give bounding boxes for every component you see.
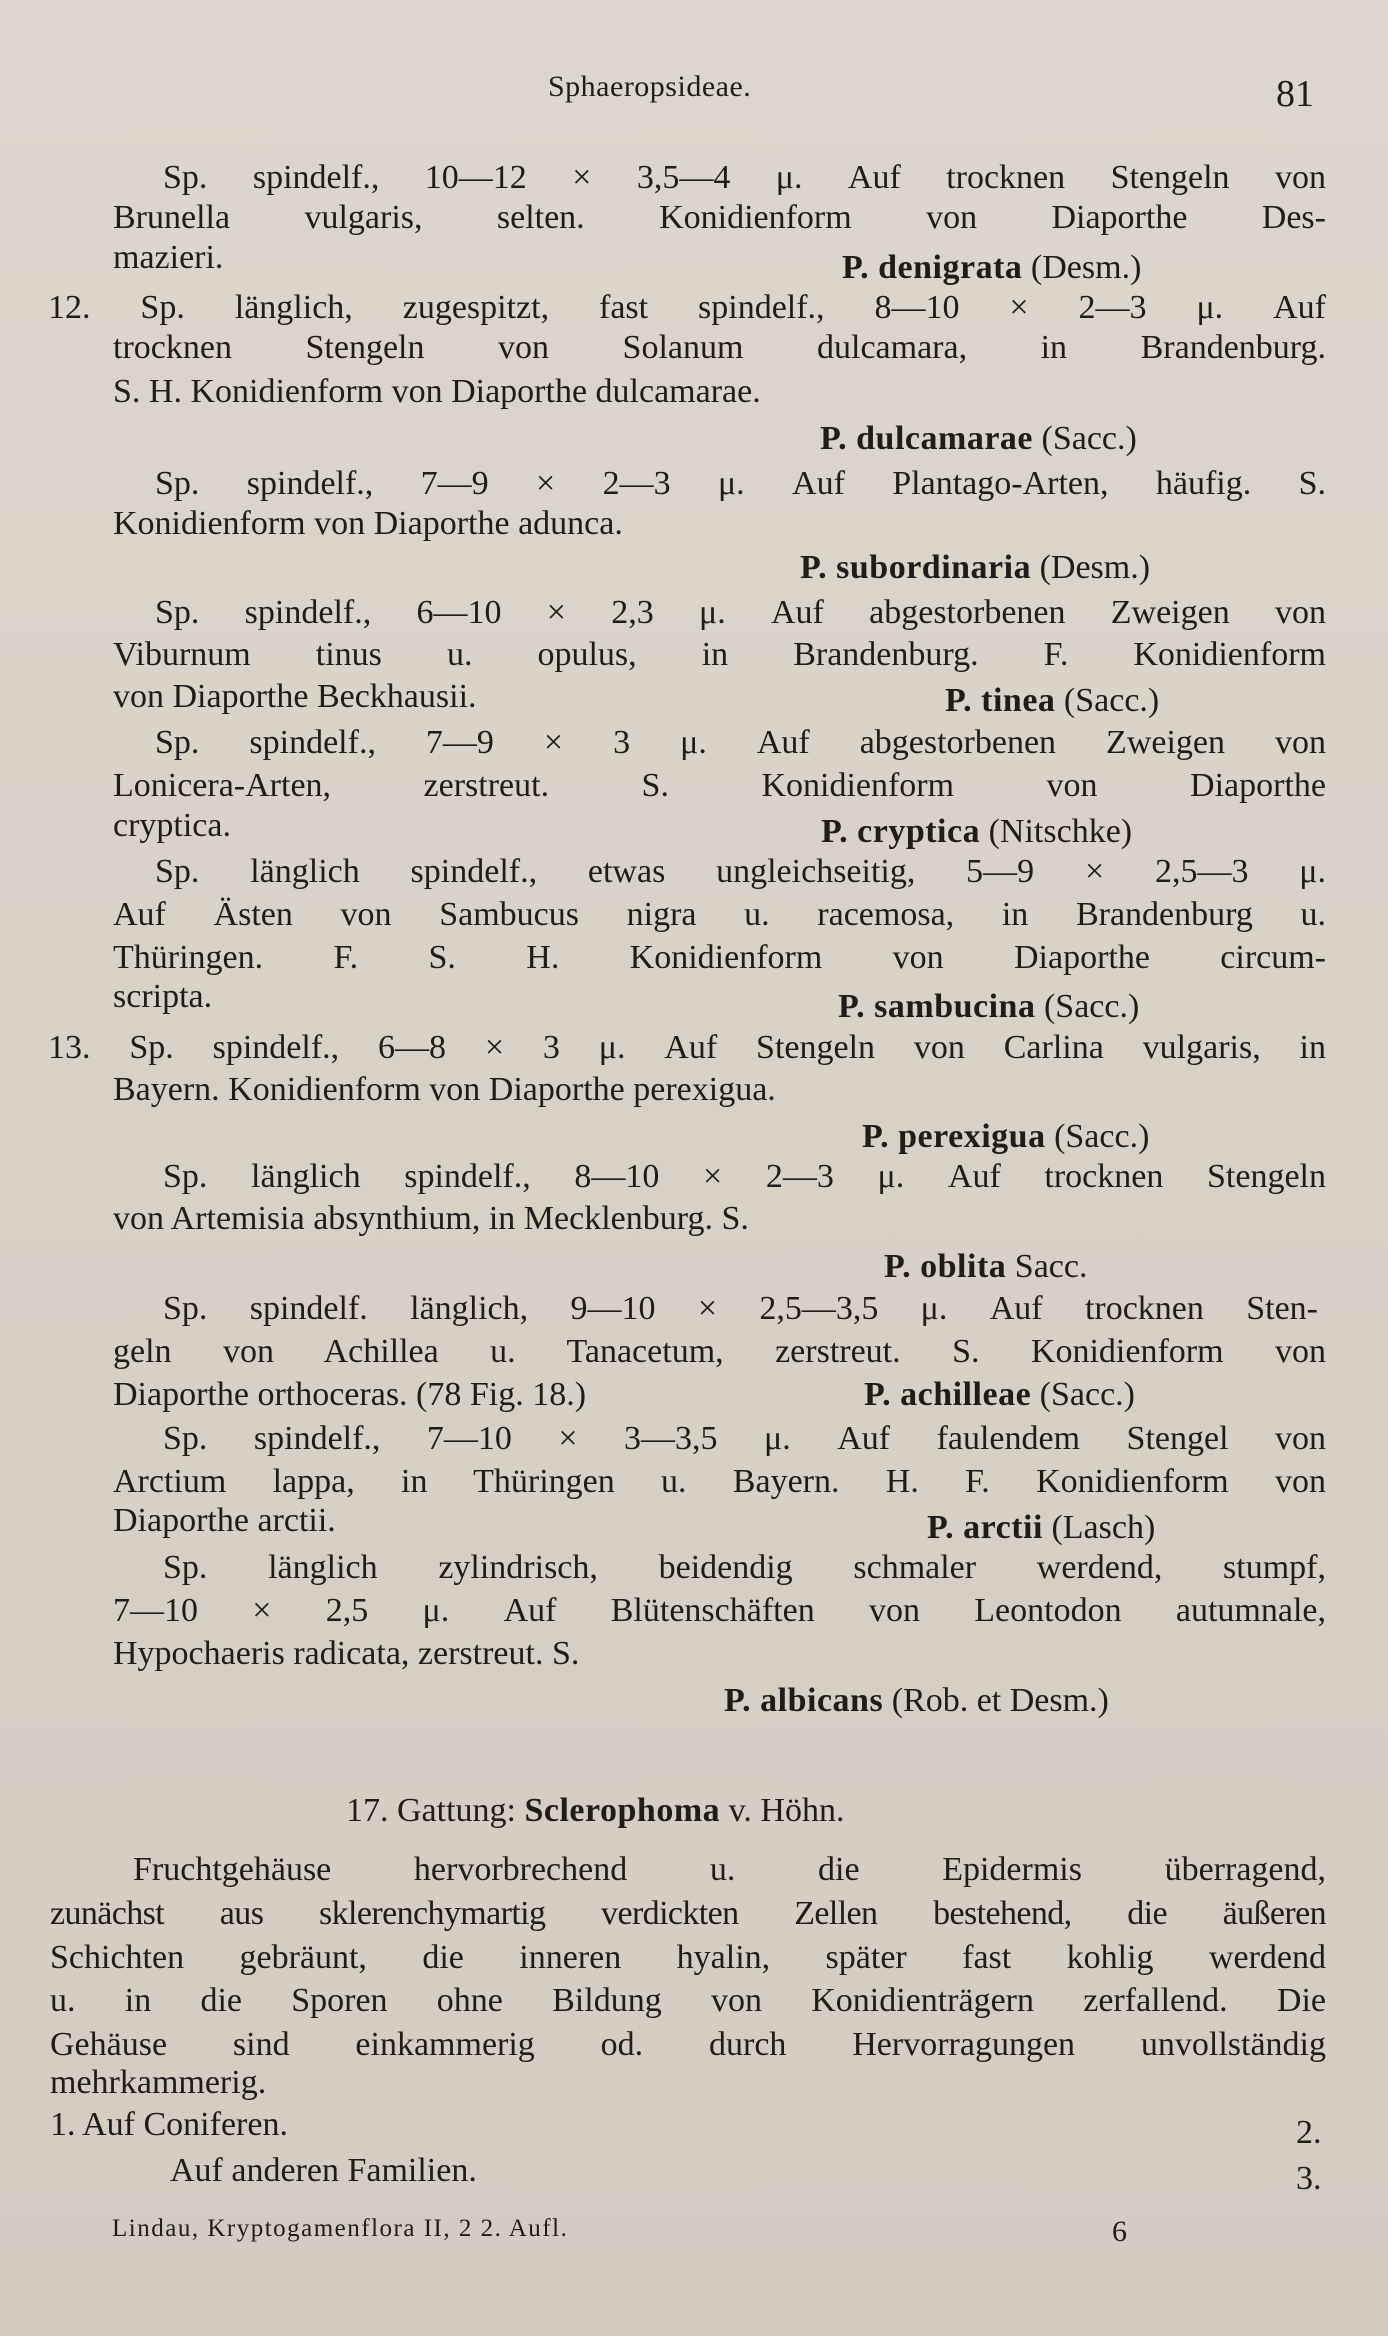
species-author: (Lasch): [1051, 1509, 1156, 1546]
species-author: (Rob. et Desm.): [891, 1682, 1109, 1719]
signature-number: 6: [1112, 2215, 1127, 2248]
species-name-line: [800, 548, 1150, 588]
body-line: scripta.: [113, 978, 213, 1015]
species-name: P. denigrata: [842, 249, 1023, 286]
species-name: P. subordinaria: [800, 549, 1032, 586]
body-line: Sp. spindelf., 6—10 × 2,3 μ. Auf abgestorbenen Zweigen von: [155, 594, 1326, 631]
species-name: P. sambucina: [838, 988, 1036, 1025]
species-author: (Nitschke): [988, 813, 1133, 850]
body-line: Sp. länglich spindelf., 8—10 × 2—3 μ. Auf trocknen Stengeln: [163, 1158, 1326, 1195]
body-line: Sp. spindelf., 10—12 × 3,5—4 μ. Auf trocknen Stengeln von: [163, 159, 1326, 196]
species-name-line: [842, 248, 1141, 288]
species-name-line: [724, 1681, 1109, 1721]
species-author: Sacc.: [1014, 1248, 1088, 1285]
body-line: Brunella vulgaris, selten. Konidienform von Diaporthe Des-: [113, 199, 1326, 236]
species-name: P. perexigua: [862, 1118, 1046, 1155]
body-line: Sp. länglich spindelf., etwas ungleichseitig, 5—9 × 2,5—3 μ.: [155, 853, 1326, 890]
species-name: P. arctii: [927, 1509, 1043, 1546]
species-name-line: [864, 1375, 1135, 1415]
species-name: P. achilleae: [864, 1376, 1032, 1413]
description-line: u. in die Sporen ohne Bildung von Konidienträgern zerfallend. Die: [50, 1982, 1326, 2019]
body-line: Sp. spindelf., 7—9 × 3 μ. Auf abgestorbenen Zweigen von: [155, 724, 1326, 761]
genus-number: 17. Gattung:: [346, 1792, 516, 1829]
body-line: von Artemisia absynthium, in Mecklenburg. S.: [113, 1200, 749, 1237]
body-line: Diaporthe arctii.: [113, 1502, 336, 1539]
genus-name: Sclerophoma: [524, 1792, 721, 1829]
species-name: P. tinea: [945, 682, 1056, 719]
body-line: 12. Sp. länglich, zugespitzt, fast spindelf., 8—10 × 2—3 μ. Auf: [48, 289, 1326, 326]
species-author: (Desm.): [1030, 249, 1142, 286]
species-name: P. oblita: [884, 1248, 1007, 1285]
key-entry-text: 1. Auf Coniferen.: [50, 2106, 288, 2143]
key-entry-text: Auf anderen Familien.: [170, 2152, 477, 2189]
body-line: Thüringen. F. S. H. Konidienform von Diaporthe circum-: [113, 939, 1326, 976]
species-author: (Sacc.): [1063, 682, 1160, 719]
running-header: Sphaeropsideae.: [548, 70, 752, 103]
species-name: P. dulcamarae: [820, 420, 1034, 457]
species-author: (Sacc.): [1039, 1376, 1135, 1413]
description-line: Schichten gebräunt, die inneren hyalin, später fast kohlig werdend: [50, 1939, 1326, 1976]
species-name-line: [927, 1508, 1155, 1548]
species-name-line: [821, 812, 1132, 852]
body-line: Lonicera-Arten, zerstreut. S. Konidienform von Diaporthe: [113, 767, 1326, 804]
body-line: S. H. Konidienform von Diaporthe dulcamarae.: [113, 373, 761, 410]
description-line: zunächst aus sklerenchymartig verdickten Zellen bestehend, die äußeren: [50, 1895, 1326, 1932]
species-name-line: [820, 419, 1137, 459]
body-line: cryptica.: [113, 807, 231, 844]
body-line: Diaporthe orthoceras. (78 Fig. 18.): [113, 1376, 587, 1413]
page-number: 81: [1276, 73, 1314, 115]
species-author: (Desm.): [1039, 549, 1151, 586]
description-line: Fruchtgehäuse hervorbrechend u. die Epidermis überragend,: [133, 1851, 1326, 1888]
body-line: Sp. spindelf., 7—9 × 2—3 μ. Auf Plantago-Arten, häufig. S.: [155, 465, 1326, 502]
body-line: Sp. spindelf. länglich, 9—10 × 2,5—3,5 μ. Auf trocknen Sten-: [163, 1290, 1318, 1327]
species-author: (Sacc.): [1043, 988, 1140, 1025]
body-line: Arctium lappa, in Thüringen u. Bayern. H. F. Konidienform von: [113, 1463, 1326, 1500]
body-line: von Diaporthe Beckhausii.: [113, 678, 477, 715]
body-line: 7—10 × 2,5 μ. Auf Blütenschäften von Leontodon autumnale,: [113, 1592, 1326, 1629]
body-line: Konidienform von Diaporthe adunca.: [113, 505, 623, 542]
species-name-line: [862, 1117, 1149, 1157]
description-line: Gehäuse sind einkammerig od. durch Hervorragungen unvollständig: [50, 2026, 1326, 2063]
footer-signature: Lindau, Kryptogamenflora II, 2 2. Aufl.: [112, 2215, 569, 2242]
genus-heading: [346, 1791, 845, 1831]
key-entry-ref: 3.: [1296, 2160, 1322, 2197]
body-line: Viburnum tinus u. opulus, in Brandenburg. F. Konidienform: [113, 636, 1326, 673]
genus-author: v. Höhn.: [728, 1792, 845, 1829]
body-line: mazieri.: [113, 239, 224, 276]
species-name-line: [884, 1247, 1087, 1287]
description-line: mehrkammerig.: [50, 2064, 267, 2101]
body-line: geln von Achillea u. Tanacetum, zerstreut. S. Konidienform von: [113, 1333, 1326, 1370]
body-line: Hypochaeris radicata, zerstreut. S.: [113, 1635, 580, 1672]
species-name-line: [945, 681, 1159, 721]
body-line: trocknen Stengeln von Solanum dulcamara, in Brandenburg.: [113, 329, 1326, 366]
body-line: Bayern. Konidienform von Diaporthe perexigua.: [113, 1071, 776, 1108]
species-name: P. albicans: [724, 1682, 884, 1719]
species-name-line: [838, 987, 1139, 1027]
key-entry-ref: 2.: [1296, 2114, 1322, 2151]
species-author: (Sacc.): [1041, 420, 1137, 457]
species-name: P. cryptica: [821, 813, 981, 850]
body-line: Auf Ästen von Sambucus nigra u. racemosa, in Brandenburg u.: [113, 896, 1326, 933]
body-line: 13. Sp. spindelf., 6—8 × 3 μ. Auf Stengeln von Carlina vulgaris, in: [48, 1029, 1326, 1066]
species-author: (Sacc.): [1054, 1118, 1150, 1155]
body-line: Sp. spindelf., 7—10 × 3—3,5 μ. Auf faulendem Stengel von: [163, 1420, 1326, 1457]
body-line: Sp. länglich zylindrisch, beidendig schmaler werdend, stumpf,: [163, 1549, 1326, 1586]
